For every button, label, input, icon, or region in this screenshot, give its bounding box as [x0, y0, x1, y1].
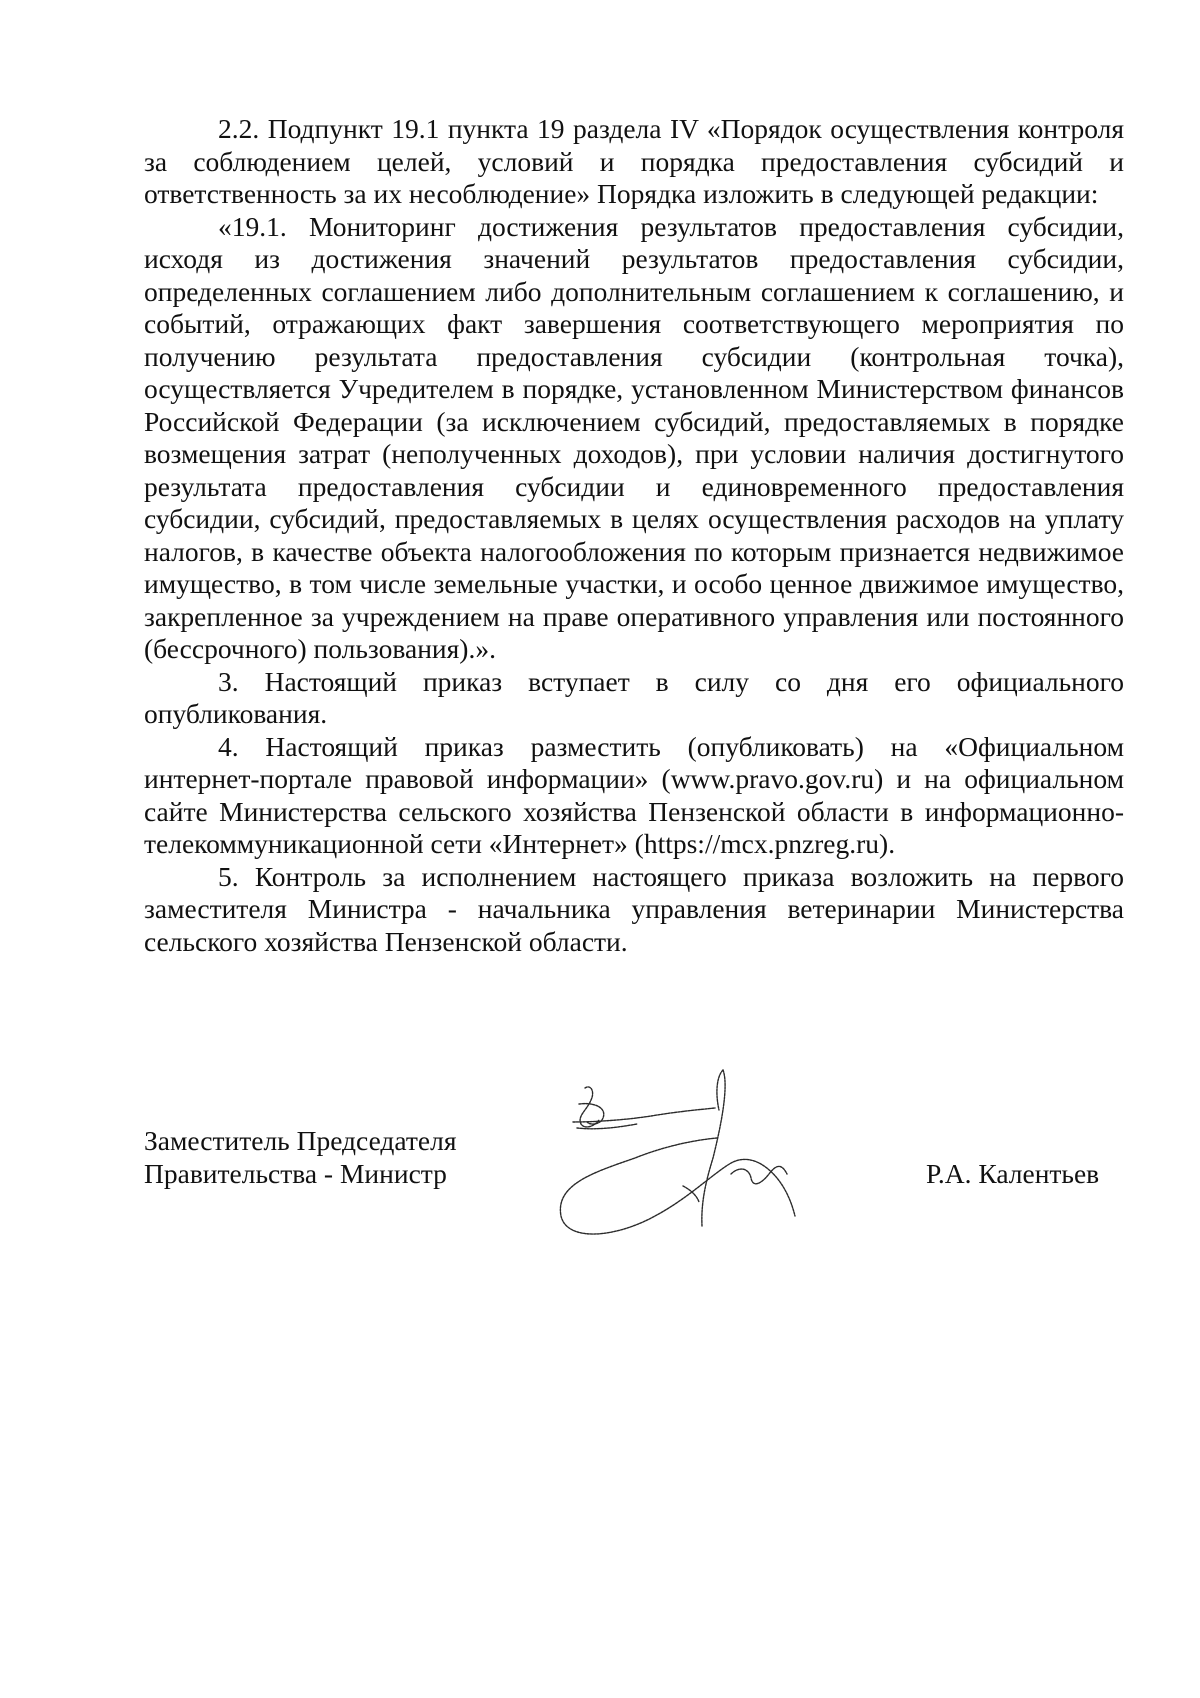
handwritten-signature: [555, 1066, 815, 1242]
paragraph-3: 3. Настоящий приказ вступает в силу со дня его официального опубликования.: [144, 665, 1124, 729]
paragraph-19-1-quote: «19.1. Мониторинг достижения результатов предоставления субсидии, исходя из достижения значений результатов предоставления субсидии, определенных соглашением либо дополнительным соглашением к соглашению, и событий, отражающих факт завершения соответствующего мероприятия по получению результата предоставления субсидии (контрольная точка), осуществляется Учредителем в порядке, установленном Министерством финансов Российской Федерации (за исключением субсидий, предоставляемых в порядке возмещения затрат (неполученных доходов), при условии наличия достигнутого результата предоставления субсидии и единовременного предоставления субсидии, субсидий, предоставляемых в целях осуществления расходов на уплату налогов, в качестве объекта налогообложения по которым признается недвижимое имущество, в том числе земельные участки, и особо ценное движимое имущество, закрепленное за учреждением на праве оперативного управления или постоянного (бессрочного) пользования).».: [144, 210, 1124, 664]
signatory-title-line-2: Правительства - Министр: [144, 1158, 447, 1189]
paragraph-5: 5. Контроль за исполнением настоящего приказа возложить на первого заместителя Министра - начальника управления ветеринарии Министерства сельского хозяйства Пензенской области.: [144, 860, 1124, 957]
document-body: [144, 113, 1124, 958]
signatory-name: Р.А. Калентьев: [926, 1158, 1100, 1189]
paragraph-4: 4. Настоящий приказ разместить (опубликовать) на «Официальном интернет-портале правовой информации» (www.pravo.gov.ru) и на официальном сайте Министерства сельского хозяйства Пензенской области в информационно-телекоммуникационной сети «Интернет» (https://mcx.pnzreg.ru).: [144, 730, 1124, 859]
paragraph-2-2: 2.2. Подпункт 19.1 пункта 19 раздела IV «Порядок осуществления контроля за соблюдением целей, условий и порядка предоставления субсидий и ответственность за их несоблюдение» Порядка изложить в следующей редакции:: [144, 113, 1124, 209]
signatory-title: [144, 1124, 457, 1190]
signatory-title-line-1: Заместитель Председателя: [144, 1125, 457, 1156]
